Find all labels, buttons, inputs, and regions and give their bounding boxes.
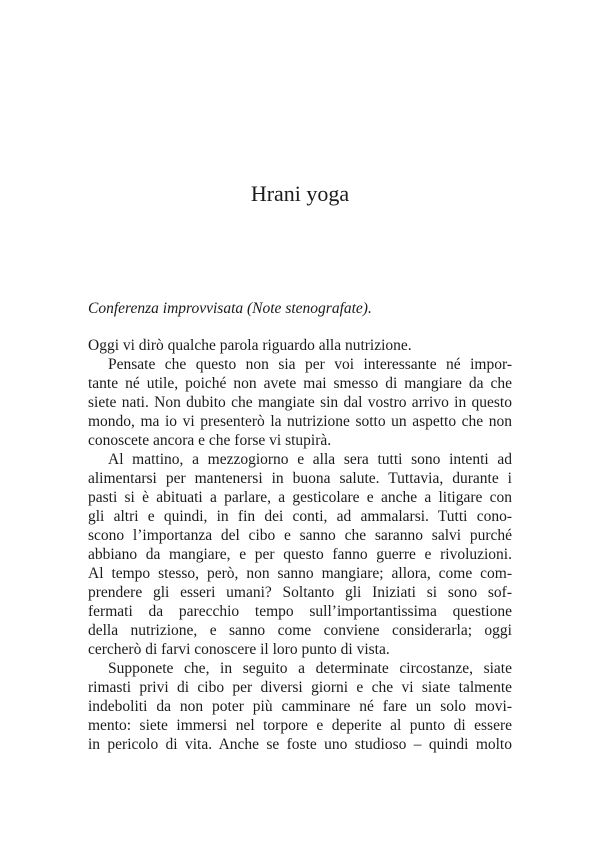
text-line: gli altri e quindi, in fin dei conti, ad ammalarsi. Tutti cono-	[88, 508, 512, 525]
lecture-subtitle: Conferenza improvvisata (Note stenografate).	[88, 300, 372, 317]
text-line: Supponete che, in seguito a determinate circostanze, siate	[108, 660, 512, 677]
text-line: abbiano da mangiare, e per questo fanno guerre e rivoluzioni.	[88, 546, 512, 563]
text-line: pasti si è abituati a parlare, a gesticolare e anche a litigare con	[88, 489, 512, 506]
body-text	[88, 336, 512, 754]
chapter-title: Hrani yoga	[250, 181, 350, 206]
text-line: Al mattino, a mezzogiorno e alla sera tutti sono intenti ad	[108, 451, 512, 468]
text-line: conoscete ancora e che forse vi stupirà.	[88, 432, 332, 449]
text-line: Pensate che questo non sia per voi interessante né impor-	[108, 356, 512, 373]
text-line: prendere gli esseri umani? Soltanto gli Iniziati si sono sof-	[88, 584, 512, 601]
text-line: cercherò di farvi conoscere il loro punto di vista.	[88, 641, 390, 658]
text-line: siete nati. Non dubito che mangiate sin dal vostro arrivo in questo	[88, 394, 512, 411]
text-line: alimentarsi per mantenersi in buona salute. Tuttavia, durante i	[88, 470, 512, 487]
text-line: scono l’importanza del cibo e sanno che saranno salvi purché	[88, 527, 512, 544]
text-line: Oggi vi dirò qualche parola riguardo alla nutrizione.	[88, 337, 412, 354]
text-line: in pericolo di vita. Anche se foste uno studioso – quindi molto	[88, 736, 512, 753]
text-line: indeboliti da non poter più camminare né fare un solo movi-	[88, 698, 512, 715]
text-line: della nutrizione, e sanno come conviene considerarla; oggi	[88, 622, 512, 639]
text-line: Al tempo stesso, però, non sanno mangiare; allora, come com-	[88, 565, 512, 582]
text-line: tante né utile, poiché non avete mai smesso di mangiare da che	[88, 375, 512, 392]
text-line: mondo, ma io vi presenterò la nutrizione sotto un aspetto che non	[88, 413, 512, 430]
text-line: rimasti privi di cibo per diversi giorni e che vi siate talmente	[88, 679, 512, 696]
text-line: fermati da parecchio tempo sull’importantissima questione	[88, 603, 512, 620]
text-line: mento: siete immersi nel torpore e deperite al punto di essere	[88, 717, 512, 734]
